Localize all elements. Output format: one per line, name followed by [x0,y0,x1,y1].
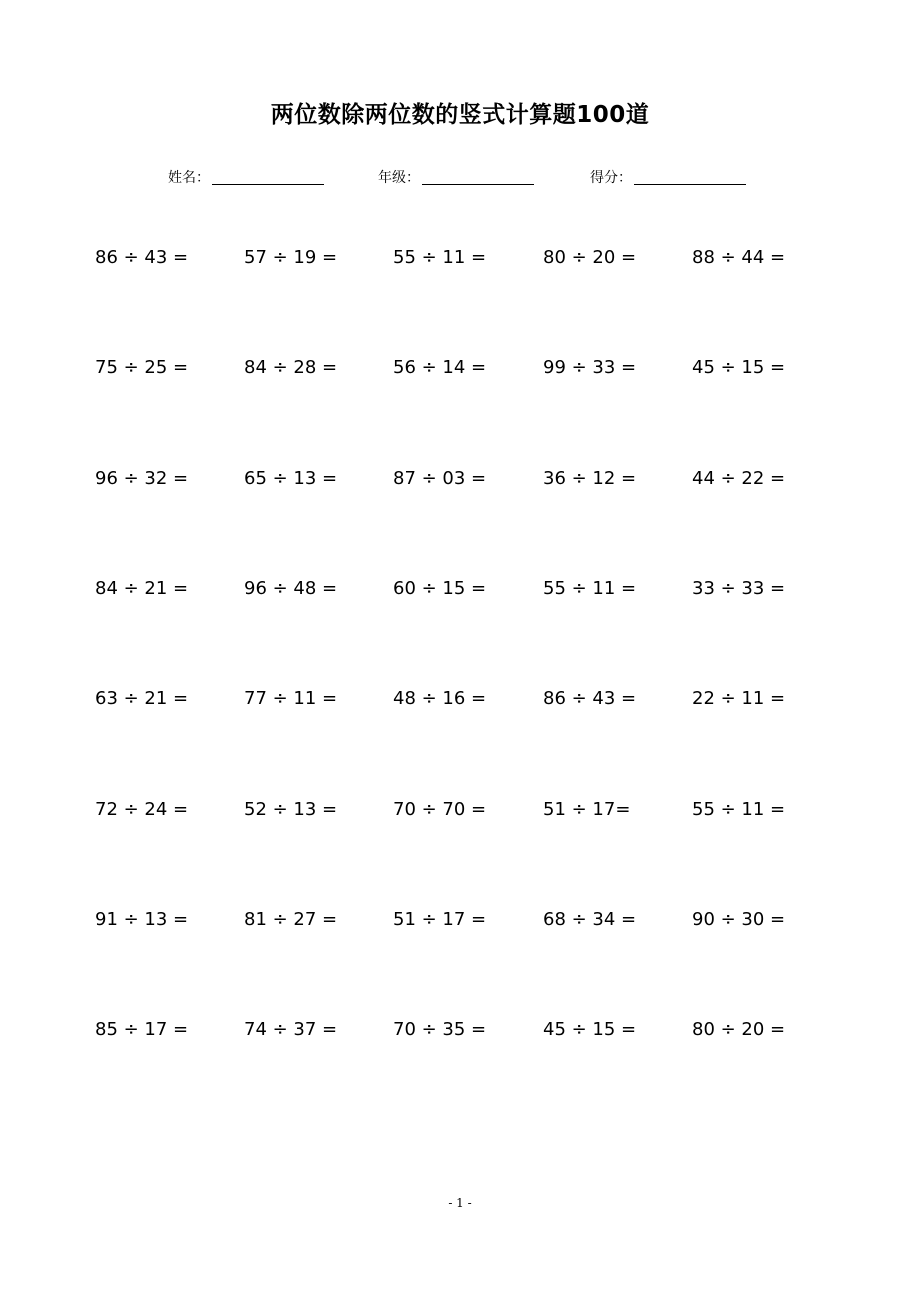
division-problem: 45 ÷ 15 = [543,1019,637,1040]
division-problem: 55 ÷ 11 = [543,578,637,599]
division-problem: 84 ÷ 28 = [244,357,338,378]
division-problem: 22 ÷ 11 = [692,688,786,709]
division-problem: 56 ÷ 14 = [393,357,487,378]
division-problem: 90 ÷ 30 = [692,909,786,930]
division-problem: 55 ÷ 11 = [393,247,487,268]
division-problem: 55 ÷ 11 = [692,799,786,820]
division-problem: 74 ÷ 37 = [244,1019,338,1040]
division-problem: 86 ÷ 43 = [95,247,189,268]
page-number: - 1 - [448,1196,472,1210]
name-label: 姓名： [168,170,210,186]
division-problem: 81 ÷ 27 = [244,909,338,930]
division-problem: 77 ÷ 11 = [244,688,338,709]
division-problem: 80 ÷ 20 = [692,1019,786,1040]
division-problem: 48 ÷ 16 = [393,688,487,709]
division-problem: 96 ÷ 48 = [244,578,338,599]
division-problem: 65 ÷ 13 = [244,468,338,489]
division-problem: 86 ÷ 43 = [543,688,637,709]
score-label: 得分： [590,170,632,186]
division-problem: 80 ÷ 20 = [543,247,637,268]
division-problem: 45 ÷ 15 = [692,357,786,378]
division-problem: 36 ÷ 12 = [543,468,637,489]
division-problem: 44 ÷ 22 = [692,468,786,489]
division-problem: 91 ÷ 13 = [95,909,189,930]
division-problem: 70 ÷ 35 = [393,1019,487,1040]
division-problem: 99 ÷ 33 = [543,357,637,378]
division-problem: 85 ÷ 17 = [95,1019,189,1040]
division-problem: 72 ÷ 24 = [95,799,189,820]
division-problem: 51 ÷ 17= [543,799,631,820]
division-problem: 96 ÷ 32 = [95,468,189,489]
division-problem: 70 ÷ 70 = [393,799,487,820]
grade-label: 年级： [378,170,420,186]
division-problem: 63 ÷ 21 = [95,688,189,709]
division-problem: 75 ÷ 25 = [95,357,189,378]
division-problem: 51 ÷ 17 = [393,909,487,930]
division-problem: 57 ÷ 19 = [244,247,338,268]
division-problem: 52 ÷ 13 = [244,799,338,820]
division-problem: 60 ÷ 15 = [393,578,487,599]
division-problem: 87 ÷ 03 = [393,468,487,489]
division-problem: 88 ÷ 44 = [692,247,786,268]
division-problem: 84 ÷ 21 = [95,578,189,599]
page-title: 两位数除两位数的竖式计算题100道 [270,102,650,128]
division-problem: 68 ÷ 34 = [543,909,637,930]
division-problem: 33 ÷ 33 = [692,578,786,599]
